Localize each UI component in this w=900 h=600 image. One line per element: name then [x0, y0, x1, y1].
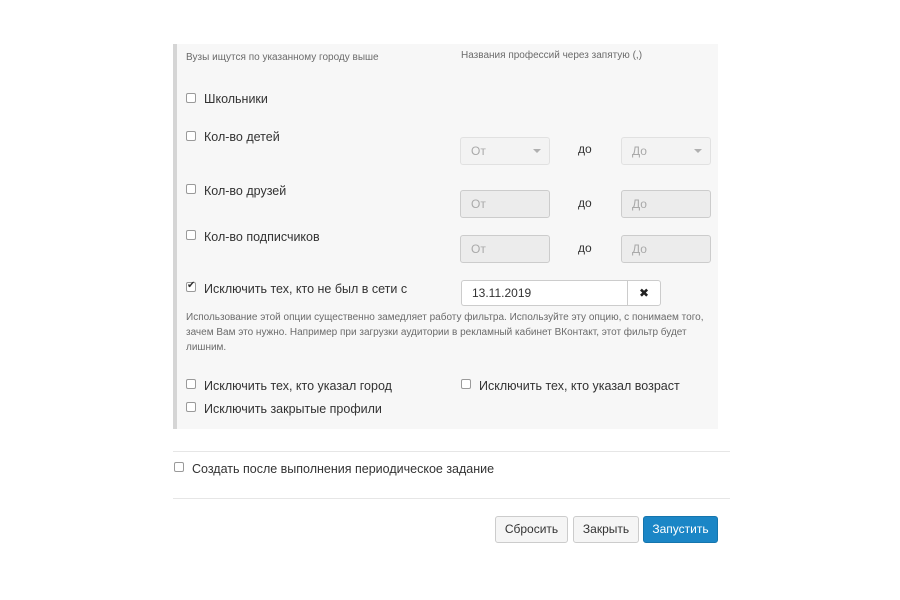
- run-button[interactable]: Запустить: [643, 516, 718, 543]
- offline-since-label: Исключить тех, кто не был в сети с: [204, 282, 408, 296]
- exclude-closed-checkbox[interactable]: [186, 402, 196, 412]
- followers-count-checkbox[interactable]: [186, 230, 196, 240]
- reset-button[interactable]: Сбросить: [495, 516, 568, 543]
- periodic-task-label: Создать после выполнения периодическое задание: [192, 462, 495, 476]
- children-count-checkbox[interactable]: [186, 131, 196, 141]
- exclude-city-checkbox[interactable]: [186, 379, 196, 389]
- professions-note: Названия профессий через запятую (,): [461, 50, 643, 61]
- offline-warning-note: Использование этой опции существенно замедляет работу фильтра. Используйте эту опцию, с понимаем того, зачем Вам это нужно. Например при загрузки аудитории в рекламный кабинет ВКонтакт, этот фильтр будет лишним.: [186, 312, 704, 353]
- friends-count-label: Кол-во друзей: [204, 184, 287, 198]
- children-range-separator: до: [578, 142, 592, 156]
- friends-range-separator: до: [578, 196, 592, 210]
- close-button[interactable]: Закрыть: [573, 516, 639, 543]
- divider-bottom: [173, 498, 730, 499]
- offline-since-checkbox[interactable]: [186, 282, 196, 292]
- exclude-closed-label: Исключить закрытые профили: [204, 402, 382, 416]
- children-to-select[interactable]: [621, 137, 711, 165]
- children-from-value: От: [471, 144, 486, 158]
- exclude-age-label: Исключить тех, кто указал возраст: [479, 379, 680, 393]
- divider-top: [173, 451, 730, 452]
- exclude-age-checkbox[interactable]: [461, 379, 471, 389]
- clear-date-button[interactable]: [627, 280, 661, 306]
- universities-note: Вузы ищутся по указанному городу выше: [186, 52, 379, 63]
- friends-from-input[interactable]: От: [460, 190, 550, 218]
- schoolchildren-label: Школьники: [204, 92, 268, 106]
- friends-count-checkbox[interactable]: [186, 184, 196, 194]
- periodic-task-checkbox[interactable]: [174, 462, 184, 472]
- close-icon: ✖: [638, 286, 650, 300]
- children-count-label: Кол-во детей: [204, 130, 280, 144]
- chevron-down-icon: [533, 149, 541, 153]
- schoolchildren-checkbox[interactable]: [186, 93, 196, 103]
- friends-to-input[interactable]: До: [621, 190, 711, 218]
- chevron-down-icon: [694, 149, 702, 153]
- exclude-city-label: Исключить тех, кто указал город: [204, 379, 392, 393]
- followers-to-input[interactable]: До: [621, 235, 711, 263]
- followers-from-input[interactable]: От: [460, 235, 550, 263]
- followers-count-label: Кол-во подписчиков: [204, 230, 320, 244]
- followers-range-separator: до: [578, 241, 592, 255]
- children-from-select[interactable]: [460, 137, 550, 165]
- children-to-value: До: [632, 144, 647, 158]
- offline-date-input[interactable]: 13.11.2019: [461, 280, 627, 306]
